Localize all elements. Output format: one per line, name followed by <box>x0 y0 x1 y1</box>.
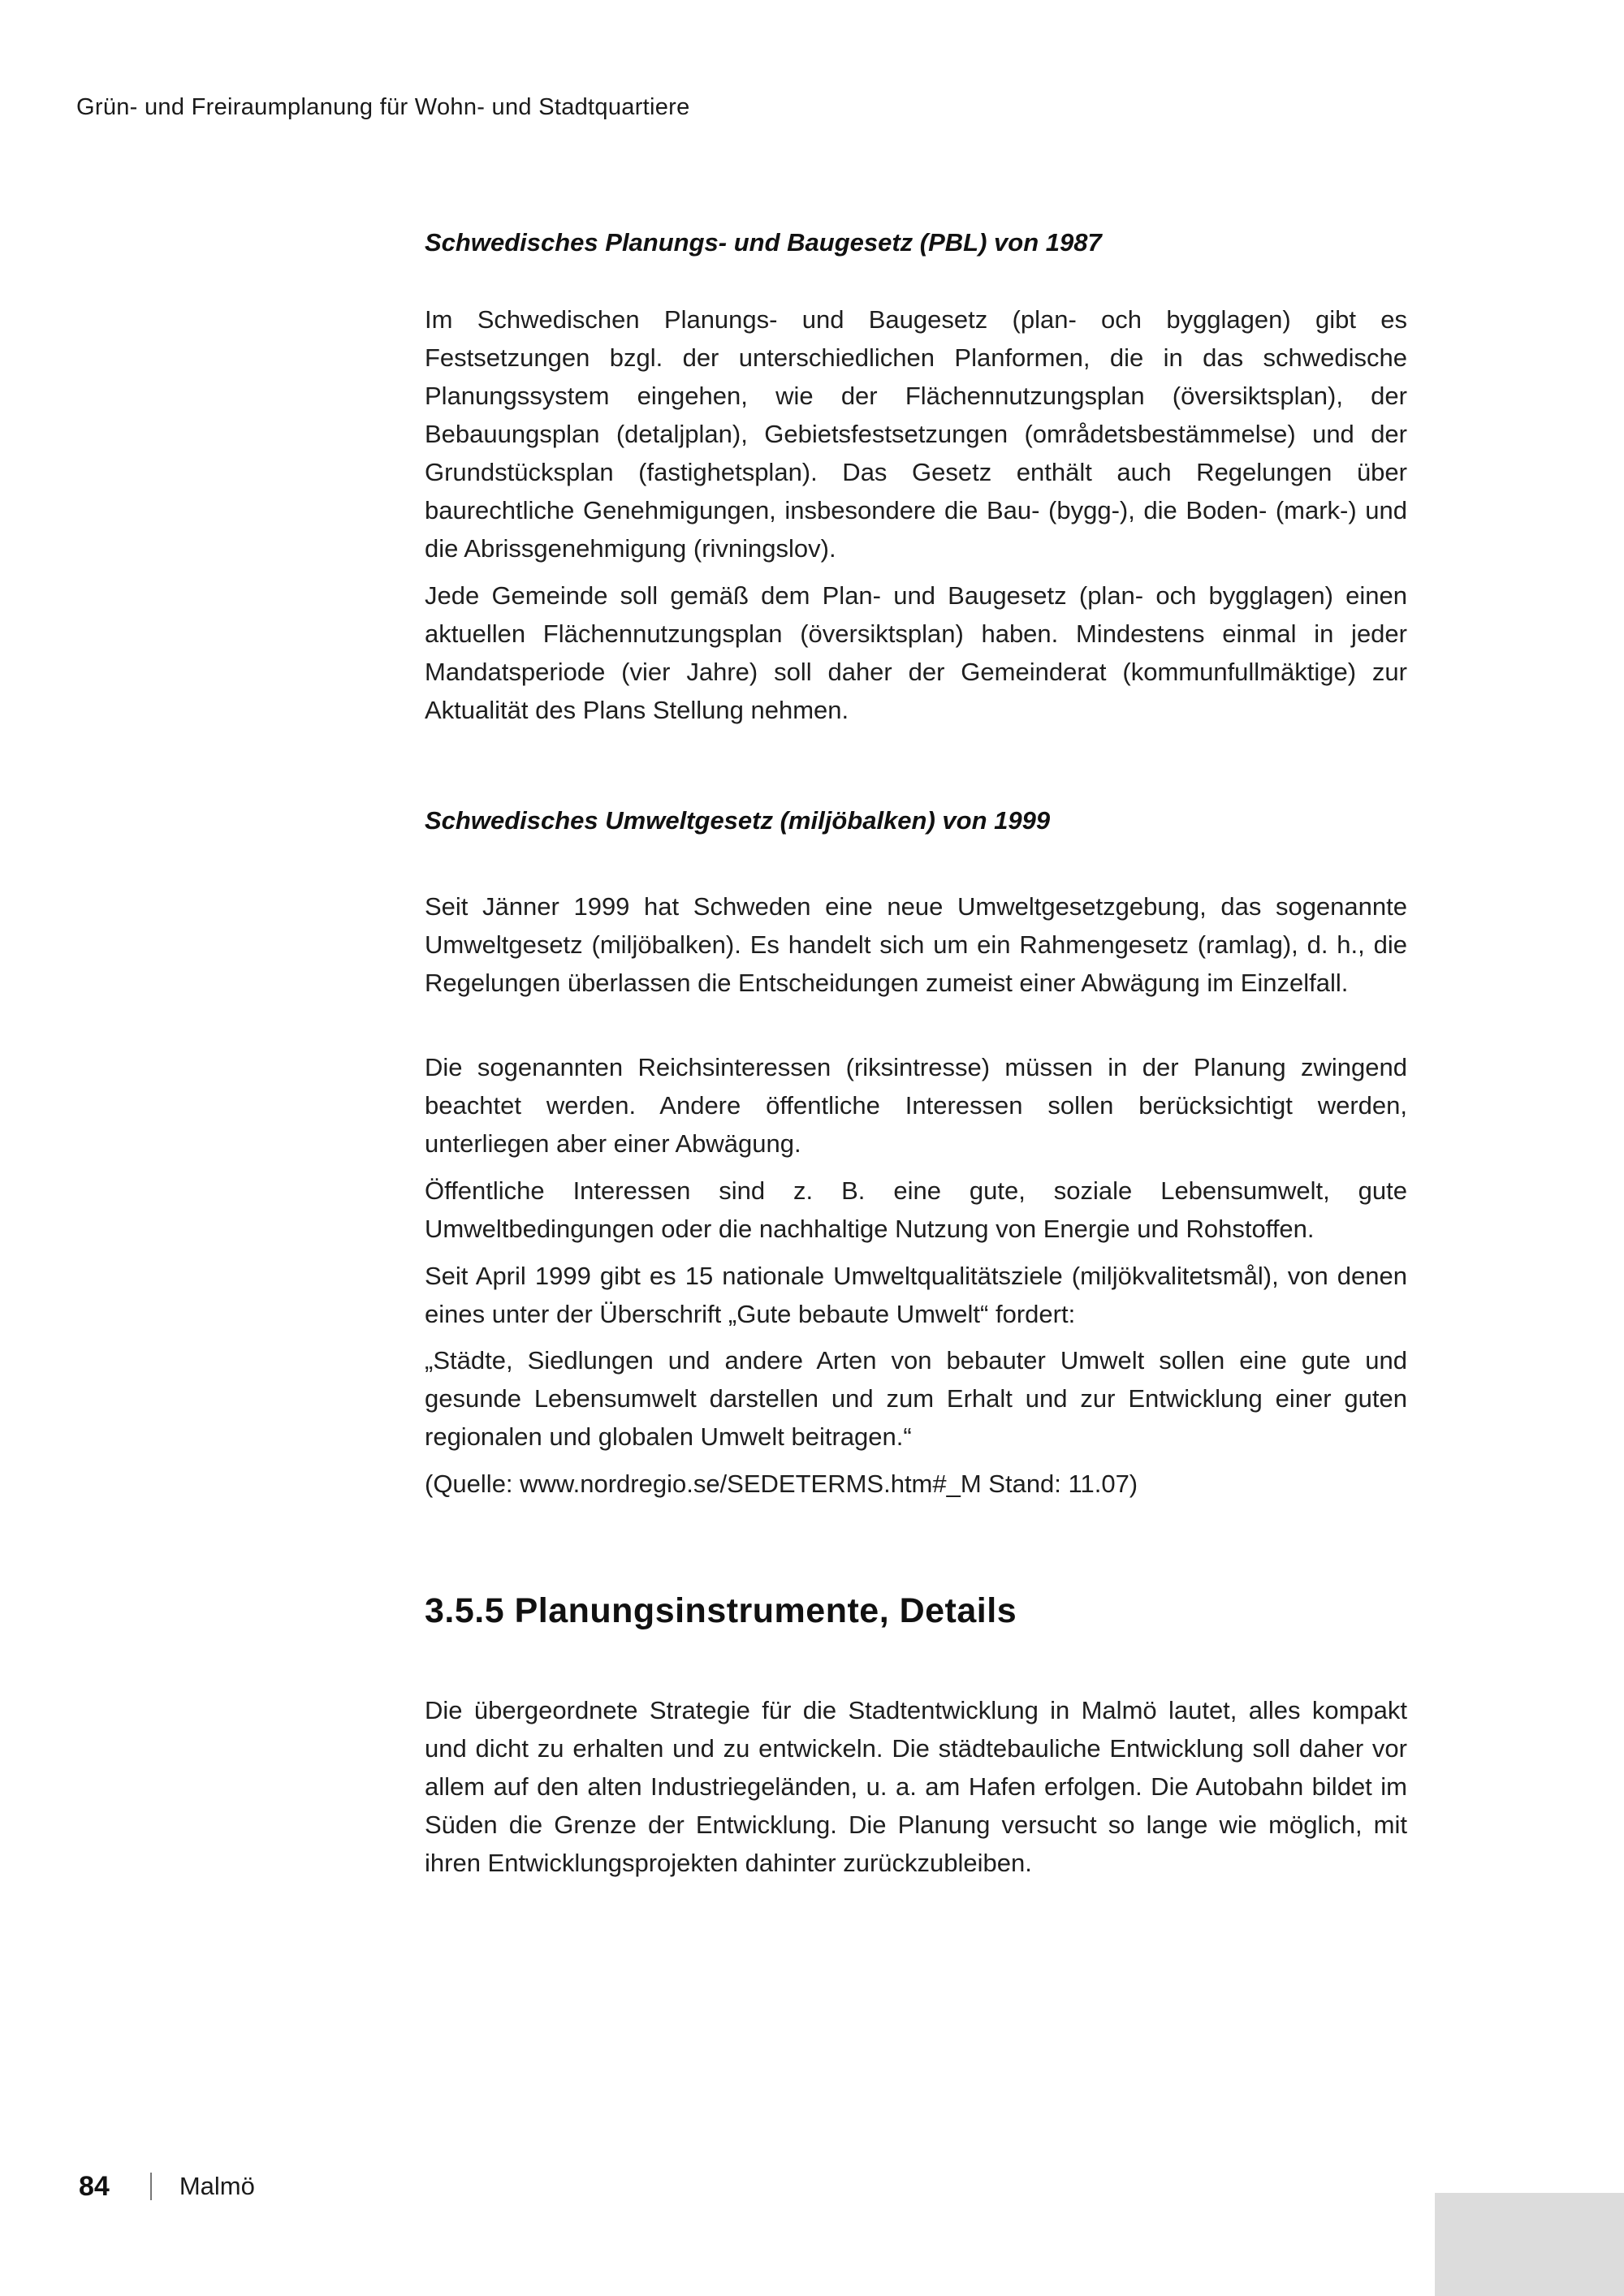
environment-heading: Schwedisches Umweltgesetz (miljöbalken) von 1999 <box>425 806 1051 835</box>
chapter-label: Malmö <box>179 2172 255 2200</box>
section-heading-3-5-5: 3.5.5 Planungsinstrumente, Details <box>425 1591 1017 1630</box>
environment-paragraph-1: Seit Jänner 1999 hat Schweden eine neue Umweltgesetzgebung, das sogenannte Umweltgesetz (miljöbalken). Es handelt sich um ein Rahmengesetz (ramlag), d. h., die Regelungen überlassen die Entscheidungen zumeist einer Abwägung im Einzelfall. <box>425 892 1407 997</box>
page-number: 84 <box>79 2170 110 2202</box>
running-header: Grün- und Freiraumplanung für Wohn- und Stadtquartiere <box>76 94 690 120</box>
pbl-heading: Schwedisches Planungs- und Baugesetz (PBL) von 1987 <box>425 228 1102 257</box>
footer-divider <box>150 2173 152 2200</box>
environment-source: (Quelle: www.nordregio.se/SEDETERMS.htm#_M Stand: 11.07) <box>425 1470 1138 1498</box>
pbl-paragraph-2: Jede Gemeinde soll gemäß dem Plan- und Baugesetz (plan- och bygglagen) einen aktuellen Flächennutzungsplan (översiktsplan) haben. Mindestens einmal in jeder Mandatsperiode (vier Jahre) soll daher der Gemeinderat (kommunfullmäktige) zur Aktualität des Plans Stellung nehmen. <box>425 581 1407 724</box>
instruments-paragraph-1: Die übergeordnete Strategie für die Stadtentwicklung in Malmö lautet, alles kompakt und dicht zu erhalten und zu entwickeln. Die städtebauliche Entwicklung soll daher vor allem auf den alten Industriegeländen, u. a. am Hafen erfolgen. Die Autobahn bildet im Süden die Grenze der Entwicklung. Die Planung versucht so lange wie möglich, mit ihren Entwicklungsprojekten dahinter zurückzubleiben. <box>425 1696 1407 1877</box>
environment-paragraph-2: Die sogenannten Reichsinteressen (riksintresse) müssen in der Planung zwingend beachtet werden. Andere öffentliche Interessen sollen berücksichtigt werden, unterliegen aber einer Abwägung. <box>425 1053 1407 1158</box>
environment-paragraph-3: Öffentliche Interessen sind z. B. eine gute, soziale Lebensumwelt, gute Umweltbedingungen oder die nachhaltige Nutzung von Energie und Rohstoffen. <box>425 1176 1407 1243</box>
page-footer <box>79 2170 255 2203</box>
page-corner-tab <box>1435 2193 1624 2296</box>
environment-quote: „Städte, Siedlungen und andere Arten von bebauter Umwelt sollen eine gute und gesunde Lebensumwelt darstellen und zum Erhalt und zur Entwicklung einer guten regionalen und globalen Umwelt beitragen.“ <box>425 1346 1407 1451</box>
pbl-paragraph-1: Im Schwedischen Planungs- und Baugesetz (plan- och bygglagen) gibt es Festsetzungen bzgl. der unterschiedlichen Planformen, die in das schwedische Planungssystem eingehen, wie der Flächennutzungsplan (översiktsplan), der Bebauungsplan (detaljplan), Gebietsfestsetzungen (områdetsbestämmelse) und der Grundstücksplan (fastighetsplan). Das Gesetz enthält auch Regelungen über baurechtliche Genehmigungen, insbesondere die Bau- (bygg-), die Boden- (mark-) und die Abrissgenehmigung (rivningslov). <box>425 305 1407 563</box>
environment-paragraph-4: Seit April 1999 gibt es 15 nationale Umweltqualitätsziele (miljökvalitetsmål), von denen eines unter der Überschrift „Gute bebaute Umwelt“ fordert: <box>425 1262 1407 1328</box>
